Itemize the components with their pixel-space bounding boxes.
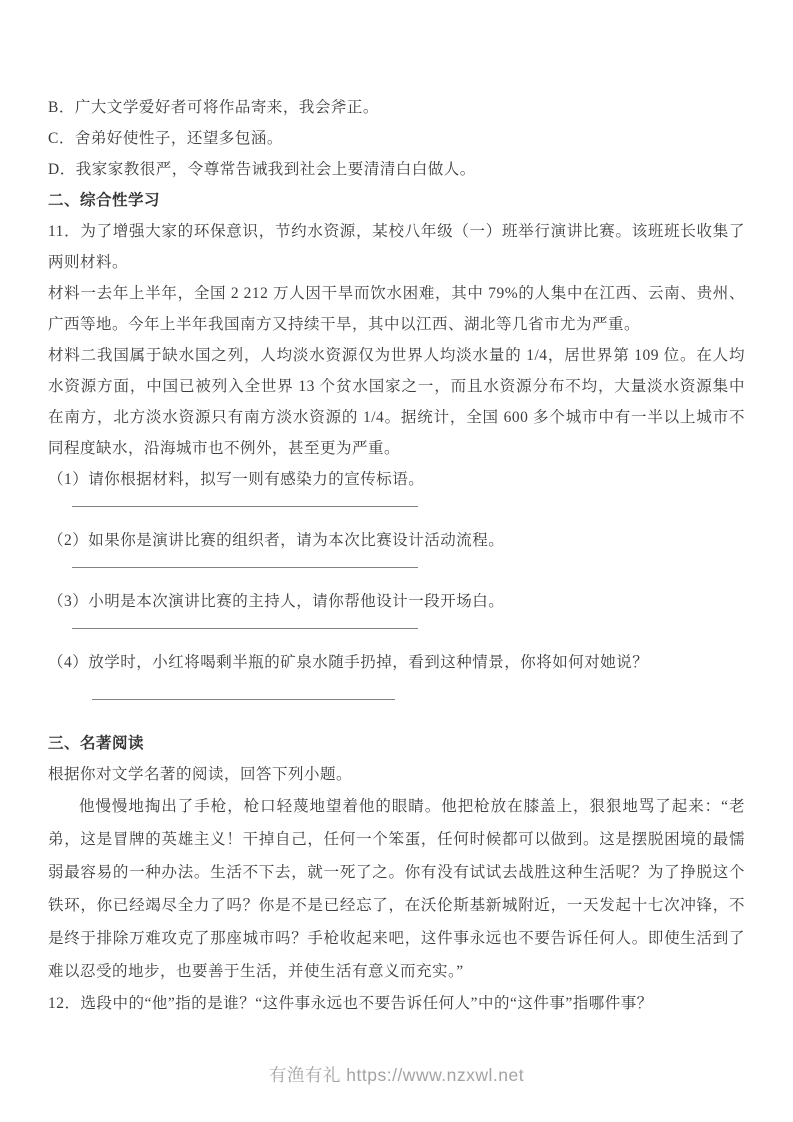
material-1: 材料一去年上半年，全国 2 212 万人因干旱而饮水困难，其中 79%的人集中在江西、云南、贵州、广西等地。今年上半年我国南方又持续干旱，其中以江西、湖北等几省市尤为严重。 bbox=[48, 285, 745, 333]
section3-intro: 根据你对文学名著的阅读，回答下列小题。 bbox=[48, 766, 353, 783]
subquestion-4: （4）放学时，小红将喝剩半瓶的矿泉水随手扔掉，看到这种情景，你将如何对她说？ bbox=[48, 654, 649, 671]
answer-blank-4 bbox=[92, 678, 395, 700]
section3-heading: 三、名著阅读 bbox=[48, 735, 145, 752]
subquestion-1: （1）请你根据材料，拟写一则有感染力的宣传标语。 bbox=[48, 471, 425, 488]
material-2: 材料二我国属于缺水国之列，人均淡水资源仅为世界人均淡水量的 1/4，居世界第 109 位。在人均水资源方面，中国已被列入全世界 13 个贫水国家之一，而且水资源分布不均，大量淡水资源集中在南方，北方淡水资源只有南方淡水资源的 1/4。据统计，全国 600 多个城市中有一半以上城市不同程度缺水，沿海城市也不例外，甚至更为严重。 bbox=[48, 347, 745, 457]
answer-blank-3 bbox=[72, 617, 418, 629]
choice-option-b: B．广大文学爱好者可将作品寄来，我会斧正。 bbox=[48, 99, 379, 116]
novel-excerpt-passage: 他慢慢地掏出了手枪，枪口轻蔑地望着他的眼睛。他把枪放在膝盖上，狠狠地骂了起来：“老弟，这是冒牌的英雄主义！干掉自己，任何一个笨蛋，任何时候都可以做到。这是摆脱困境的最懦弱最容易的一种办法。生活不下去，就一死了之。你有没有试试去战胜这种生活呢？为了挣脱这个铁环，你已经竭尽全力了吗？你是不是已经忘了，在沃伦斯基新城附近，一天发起十七次冲锋，不是终于排除万难攻克了那座城市吗？手枪收起来吧，这件事永远也不要告诉任何人。即使生活到了难以忍受的地步，也要善于生活，并使生活有意义而充实。” bbox=[48, 798, 745, 980]
watermark-footer bbox=[0, 1062, 793, 1087]
subquestion-2: （2）如果你是演讲比赛的组织者，请为本次比赛设计活动流程。 bbox=[48, 532, 505, 549]
question-12: 12．选段中的“他”指的是谁？“这件事永远也不要告诉任何人”中的“这件事”指哪件事？ bbox=[48, 995, 653, 1012]
section2-heading: 二、综合性学习 bbox=[48, 192, 161, 209]
answer-blank-2 bbox=[72, 556, 418, 568]
answer-blank-1 bbox=[72, 495, 418, 507]
choice-option-d: D．我家家教很严，令尊常告诫我到社会上要清清白白做人。 bbox=[48, 161, 476, 178]
question-11-intro: 11．为了增强大家的环保意识，节约水资源，某校八年级（一）班举行演讲比赛。该班班长收集了两则材料。 bbox=[48, 223, 745, 271]
watermark-text: 有渔有礼 https://www.nzxwl.net bbox=[268, 1065, 525, 1085]
choice-option-c: C．舍弟好使性子，还望多包涵。 bbox=[48, 130, 283, 147]
subquestion-3: （3）小明是本次演讲比赛的主持人，请你帮他设计一段开场白。 bbox=[48, 593, 505, 610]
